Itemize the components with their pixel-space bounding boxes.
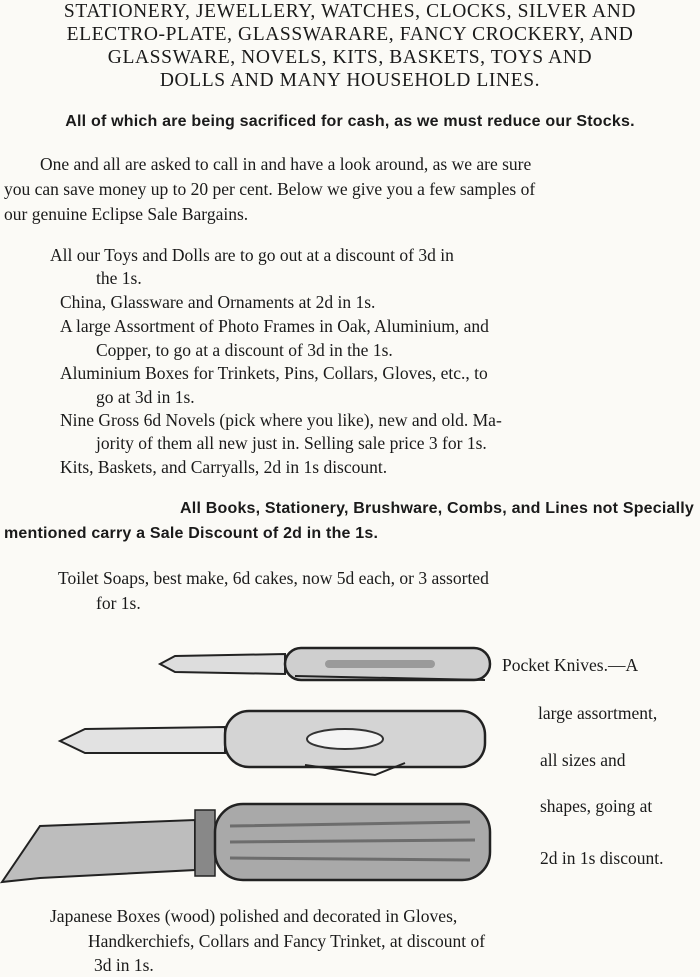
- pocket-knife-illustration-2: [55, 703, 490, 777]
- item-frames-line-2: Copper, to go at a discount of 3d in the 1s.: [96, 340, 393, 360]
- header-line-1: STATIONERY, JEWELLERY, WATCHES, CLOCKS, SILVER AND: [63, 1, 637, 22]
- books-notice-line-2: mentioned carry a Sale Discount of 2d in the 1s.: [4, 525, 379, 542]
- intro-line-1: One and all are asked to call in and have a look around, as we are sure: [40, 154, 532, 174]
- knives-line-4: shapes, going at: [540, 796, 653, 816]
- item-toys-line-2: the 1s.: [96, 268, 142, 288]
- books-notice-line-1: All Books, Stationery, Brushware, Combs, and Lines not Specially: [180, 500, 694, 517]
- soap-line-2: for 1s.: [96, 593, 141, 613]
- knives-line-1: Pocket Knives.—A: [502, 655, 639, 675]
- japanese-line-3: 3d in 1s.: [94, 955, 154, 975]
- intro-line-2: you can save money up to 20 per cent. Below we give you a few samples of: [4, 179, 536, 199]
- knives-line-5: 2d in 1s discount.: [540, 848, 664, 868]
- item-toys-line-1: All our Toys and Dolls are to go out at a discount of 3d in: [50, 245, 454, 265]
- item-china: China, Glassware and Ornaments at 2d in 1s.: [60, 292, 376, 312]
- item-aluminium-line-2: go at 3d in 1s.: [96, 387, 195, 407]
- item-kits: Kits, Baskets, and Carryalls, 2d in 1s discount.: [60, 457, 388, 477]
- pocket-knife-illustration-3: [0, 796, 495, 888]
- knives-line-2: large assortment,: [538, 703, 658, 723]
- knives-line-3: all sizes and: [540, 750, 626, 770]
- japanese-line-1: Japanese Boxes (wood) polished and decorated in Gloves,: [50, 906, 458, 926]
- soap-line-1: Toilet Soaps, best make, 6d cakes, now 5d each, or 3 assorted: [58, 568, 489, 588]
- item-novels-line-2: jority of them all new just in. Selling sale price 3 for 1s.: [96, 433, 487, 453]
- pocket-knife-illustration-1: [155, 636, 500, 692]
- item-novels-line-1: Nine Gross 6d Novels (pick where you like), new and old. Ma-: [60, 410, 502, 430]
- header-line-2: ELECTRO-PLATE, GLASSWARARE, FANCY CROCKERY, AND: [66, 24, 634, 45]
- cash-notice: All of which are being sacrificed for cash, as we must reduce our Stocks.: [65, 113, 635, 130]
- intro-line-3: our genuine Eclipse Sale Bargains.: [4, 204, 249, 224]
- header-line-3: GLASSWARE, NOVELS, KITS, BASKETS, TOYS AND: [107, 47, 593, 68]
- item-frames-line-1: A large Assortment of Photo Frames in Oak, Aluminium, and: [60, 316, 489, 336]
- header-line-4: DOLLS AND MANY HOUSEHOLD LINES.: [159, 70, 541, 91]
- item-aluminium-line-1: Aluminium Boxes for Trinkets, Pins, Collars, Gloves, etc., to: [60, 363, 488, 383]
- japanese-line-2: Handkerchiefs, Collars and Fancy Trinket, at discount of: [88, 931, 486, 951]
